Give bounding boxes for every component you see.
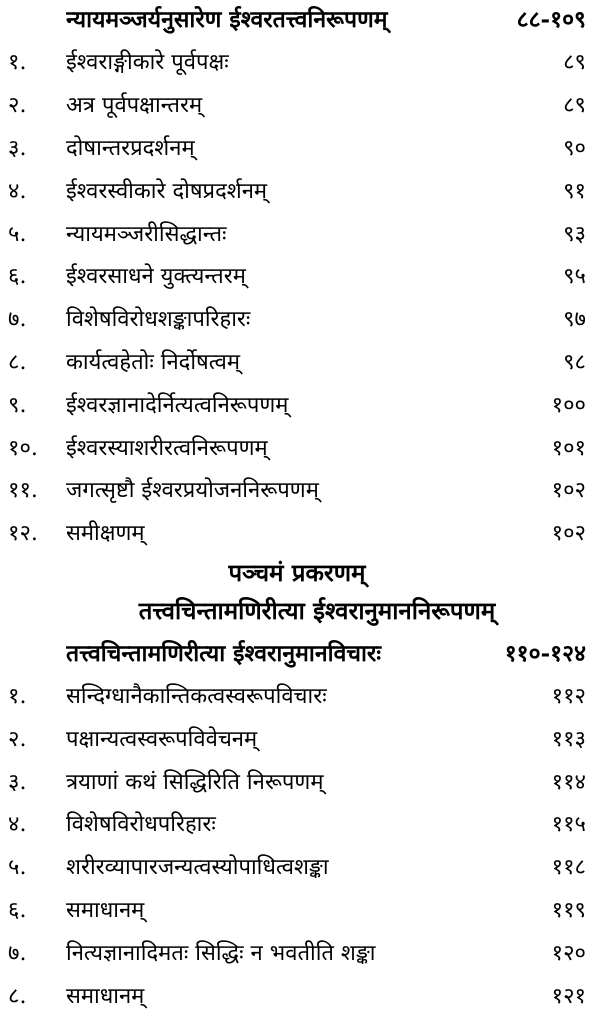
toc-entry	[8, 973, 586, 1016]
entry-page: ९०	[563, 135, 586, 161]
entry-number: ६.	[8, 264, 27, 290]
toc-entry	[8, 254, 586, 297]
entry-title: न्यायमञ्जरीसिद्धान्तः	[66, 221, 227, 247]
toc-entry	[8, 802, 586, 845]
chapter-subtitle-text: तत्त्वचिन्तामणिरीत्या ईश्वरानुमाननिरूपणम्	[138, 596, 496, 626]
entry-number: ३.	[8, 769, 27, 795]
toc-entry	[8, 382, 586, 425]
entry-number: ५.	[8, 855, 27, 881]
entry-number: १२.	[8, 521, 38, 547]
section-heading-tattvachintamani	[8, 630, 586, 674]
toc-entry	[8, 845, 586, 888]
entry-page: १०२	[551, 521, 586, 547]
entry-number: ५.	[8, 221, 27, 247]
chapter-subtitle	[8, 592, 586, 630]
entry-number: १.	[8, 683, 27, 709]
toc-entry	[8, 468, 586, 511]
entry-number: ४.	[8, 812, 27, 838]
entry-page: ८९	[563, 93, 586, 119]
entry-title: अत्र पूर्वपक्षान्तरम्	[66, 93, 203, 119]
chapter-title	[8, 554, 586, 592]
entry-page: ११५	[551, 812, 586, 838]
toc-entry	[8, 888, 586, 931]
toc-entry	[8, 511, 586, 554]
toc-entry	[8, 168, 586, 211]
entry-number: ७.	[8, 307, 27, 333]
section2-list	[8, 674, 586, 1016]
entry-title: नित्यज्ञानादिमतः सिद्धिः न भवतीति शङ्का	[66, 940, 376, 966]
entry-title: त्रयाणां कथं सिद्धिरिति निरूपणम्	[66, 769, 324, 795]
entry-title: जगत्सृष्टौ ईश्वरप्रयोजननिरूपणम्	[66, 478, 319, 504]
entry-number: ११.	[8, 478, 38, 504]
entry-page: ११९	[551, 897, 586, 923]
entry-page: १२०	[551, 940, 586, 966]
entry-title: ईश्वराङ्गीकारे पूर्वपक्षः	[66, 50, 229, 76]
toc-entry	[8, 716, 586, 759]
entry-title: पक्षान्यत्वस्वरूपविवेचनम्	[66, 726, 258, 752]
entry-page: ११२	[551, 683, 586, 709]
entry-title: समाधानम्	[66, 897, 145, 923]
entry-number: ९.	[8, 392, 27, 418]
entry-number: ८.	[8, 983, 27, 1009]
entry-title: विशेषविरोधपरिहारः	[66, 812, 216, 838]
section-page-range: ८८-१०९	[516, 6, 586, 33]
entry-page: ११४	[551, 769, 586, 795]
toc-entry	[8, 126, 586, 169]
toc-entry	[8, 674, 586, 717]
entry-title: ईश्वरसाधने युक्त्यन्तरम्	[66, 264, 246, 290]
entry-page: ९३	[563, 221, 586, 247]
entry-number: ६.	[8, 897, 27, 923]
entry-number: ७.	[8, 940, 27, 966]
entry-title: विशेषविरोधशङ्कापरिहारः	[66, 307, 251, 333]
entry-page: १००	[551, 392, 586, 418]
entry-page: १२१	[551, 983, 586, 1009]
entry-number: १.	[8, 50, 27, 76]
entry-title: कार्यत्वहेतोः निर्दोषत्वम्	[66, 349, 240, 375]
toc-entry	[8, 83, 586, 126]
entry-page: ९७	[563, 307, 586, 333]
entry-number: १०.	[8, 435, 38, 461]
section-title: तत्त्वचिन्तामणिरीत्या ईश्वरानुमानविचारः	[66, 639, 381, 667]
entry-page: ८९	[563, 50, 586, 76]
toc-entry	[8, 297, 586, 340]
entry-title: ईश्वरस्वीकारे दोषप्रदर्शनम्	[66, 178, 268, 204]
toc-entry	[8, 759, 586, 802]
entry-page: ९८	[563, 349, 586, 375]
entry-title: ईश्वरज्ञानादेर्नित्यत्वनिरूपणम्	[66, 392, 289, 418]
entry-title: शरीरव्यापारजन्यत्वस्योपाधित्वशङ्का	[66, 855, 329, 881]
toc-entry	[8, 211, 586, 254]
entry-number: २.	[8, 93, 27, 119]
entry-number: २.	[8, 726, 27, 752]
entry-page: ९५	[563, 264, 586, 290]
entry-title: समाधानम्	[66, 983, 145, 1009]
entry-page: ९१	[563, 178, 586, 204]
entry-page: १०१	[551, 435, 586, 461]
entry-number: ८.	[8, 349, 27, 375]
entry-title: समीक्षणम्	[66, 521, 145, 547]
chapter-title-text: पञ्चमं प्रकरणम्	[228, 558, 366, 588]
entry-page: ११३	[551, 726, 586, 752]
section-title: न्यायमञ्जर्यनुसारेण ईश्वरतत्त्वनिरूपणम्	[66, 6, 388, 33]
entry-page: ११८	[551, 855, 586, 881]
entry-title: दोषान्तरप्रदर्शनम्	[66, 135, 195, 161]
section-heading-nyayamanjari	[8, 0, 586, 40]
entry-page: १०२	[551, 478, 586, 504]
toc-entry	[8, 340, 586, 383]
entry-title: ईश्वरस्याशरीरत्वनिरूपणम्	[66, 435, 268, 461]
entry-title: सन्दिग्धानैकान्तिकत्वस्वरूपविचारः	[66, 683, 327, 709]
toc-entry	[8, 40, 586, 83]
toc-entry	[8, 425, 586, 468]
entry-number: ४.	[8, 178, 27, 204]
toc-entry	[8, 930, 586, 973]
section1-list	[8, 40, 586, 554]
section-page-range: ११०-१२४	[504, 639, 586, 667]
entry-number: ३.	[8, 135, 27, 161]
